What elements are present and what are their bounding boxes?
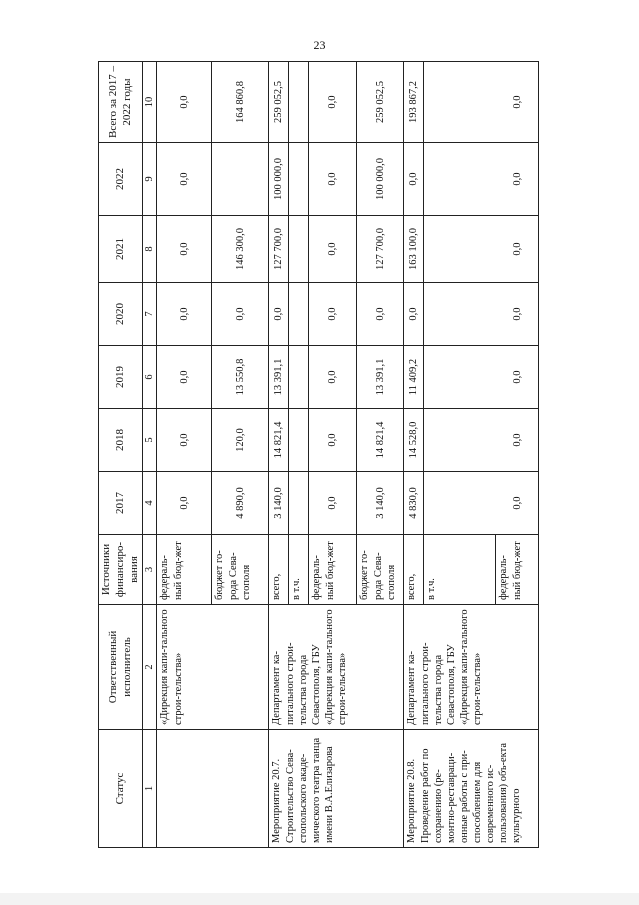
value-cell: 11 409,2 (404, 346, 424, 409)
value-cell: 0,0 (157, 346, 212, 409)
source-cell: всего, (404, 535, 424, 605)
total-cell: 259 052,5 (357, 62, 404, 143)
total-cell: 259 052,5 (269, 62, 289, 143)
status-cell: Мероприятие 20.8. Проведение работ по сохранению (ре-монтно-реставраци-онные работы с при-способлением для современного ис-пользования) объ-екта культурного (404, 730, 539, 848)
header-year: 2017 (99, 472, 143, 535)
column-number: 2 (143, 605, 157, 730)
source-cell: федераль-ный бюд-жет (309, 535, 357, 605)
column-number: 7 (143, 283, 157, 346)
value-cell (289, 346, 309, 409)
column-number: 5 (143, 409, 157, 472)
value-cell: 4 830,0 (404, 472, 424, 535)
executor-cell: Департамент ка-питального строи-тельства города Севастополя, ГБУ «Дирекция капи-тального строи-тельства» (404, 605, 539, 730)
value-cell: 100 000,0 (357, 143, 404, 216)
value-cell (424, 346, 496, 409)
value-cell: 0,0 (309, 143, 357, 216)
value-cell: 0,0 (157, 409, 212, 472)
value-cell: 0,0 (309, 346, 357, 409)
value-cell: 127 700,0 (357, 216, 404, 283)
column-number: 10 (143, 62, 157, 143)
value-cell (424, 283, 496, 346)
value-cell: 0,0 (404, 283, 424, 346)
financing-table (98, 61, 539, 848)
table-row (404, 62, 424, 848)
value-cell: 163 100,0 (404, 216, 424, 283)
value-cell: 127 700,0 (269, 216, 289, 283)
value-cell: 0,0 (157, 216, 212, 283)
page-bottom-edge (0, 893, 639, 905)
value-cell (212, 143, 269, 216)
value-cell: 0,0 (496, 216, 539, 283)
value-cell: 0,0 (157, 283, 212, 346)
column-number: 4 (143, 472, 157, 535)
column-number: 6 (143, 346, 157, 409)
source-cell: бюджет го-рода Сева-стополя (357, 535, 404, 605)
value-cell (424, 472, 496, 535)
header-year: 2021 (99, 216, 143, 283)
value-cell (289, 143, 309, 216)
status-cell: Мероприятие 20.7. Строительство Сева-стопольского акаде-мического театра танца имени В.А.Елизарова (269, 730, 404, 848)
value-cell: 0,0 (404, 143, 424, 216)
source-cell: всего, (269, 535, 289, 605)
total-cell (289, 62, 309, 143)
value-cell: 3 140,0 (357, 472, 404, 535)
value-cell: 3 140,0 (269, 472, 289, 535)
value-cell: 0,0 (157, 472, 212, 535)
value-cell: 100 000,0 (269, 143, 289, 216)
value-cell (289, 472, 309, 535)
value-cell: 0,0 (212, 283, 269, 346)
page-number: 23 (313, 38, 326, 52)
value-cell (289, 283, 309, 346)
header-year: 2020 (99, 283, 143, 346)
financing-table-rotated (98, 62, 524, 848)
value-cell: 120,0 (212, 409, 269, 472)
status-cell (157, 730, 269, 848)
header-year: 2019 (99, 346, 143, 409)
value-cell: 0,0 (496, 283, 539, 346)
value-cell (289, 409, 309, 472)
source-cell: федераль-ный бюд-жет (157, 535, 212, 605)
column-number: 3 (143, 535, 157, 605)
total-cell (424, 62, 496, 143)
value-cell: 0,0 (357, 283, 404, 346)
column-number: 8 (143, 216, 157, 283)
value-cell: 0,0 (157, 143, 212, 216)
header-sources: Источники финансиро-вания (99, 535, 143, 605)
value-cell: 0,0 (269, 283, 289, 346)
value-cell: 0,0 (496, 143, 539, 216)
value-cell: 14 528,0 (404, 409, 424, 472)
value-cell (424, 409, 496, 472)
value-cell: 14 821,4 (269, 409, 289, 472)
column-number-row (143, 62, 157, 848)
table-row (157, 62, 212, 848)
header-year: 2018 (99, 409, 143, 472)
source-cell: бюджет го-рода Сева-стополя (212, 535, 269, 605)
executor-cell: Департамент ка-питального строи-тельства города Севастополя, ГБУ «Дирекция капи-тального строи-тельства» (269, 605, 404, 730)
total-cell: 164 860,8 (212, 62, 269, 143)
value-cell: 13 391,1 (357, 346, 404, 409)
value-cell: 0,0 (309, 472, 357, 535)
value-cell: 0,0 (496, 346, 539, 409)
value-cell: 0,0 (496, 472, 539, 535)
header-status: Статус (99, 730, 143, 848)
total-cell: 0,0 (309, 62, 357, 143)
header-row (99, 62, 143, 848)
column-number: 9 (143, 143, 157, 216)
source-cell: в т.ч. (424, 535, 496, 605)
value-cell: 0,0 (309, 409, 357, 472)
value-cell: 146 300,0 (212, 216, 269, 283)
value-cell: 13 391,1 (269, 346, 289, 409)
header-executor: Ответственный исполнитель (99, 605, 143, 730)
header-year: 2022 (99, 143, 143, 216)
value-cell (289, 216, 309, 283)
executor-cell: «Дирекция капи-тального строи-тельства» (157, 605, 269, 730)
value-cell: 0,0 (496, 409, 539, 472)
table-row (269, 62, 289, 848)
column-number: 1 (143, 730, 157, 848)
header-total: Всего за 2017 – 2022 годы (99, 62, 143, 143)
value-cell (424, 143, 496, 216)
value-cell: 0,0 (309, 283, 357, 346)
value-cell: 13 550,8 (212, 346, 269, 409)
source-cell: федераль-ный бюд-жет (496, 535, 539, 605)
value-cell: 14 821,4 (357, 409, 404, 472)
source-cell: в т.ч. (289, 535, 309, 605)
total-cell: 193 867,2 (404, 62, 424, 143)
total-cell: 0,0 (496, 62, 539, 143)
total-cell: 0,0 (157, 62, 212, 143)
value-cell (424, 216, 496, 283)
value-cell: 0,0 (309, 216, 357, 283)
value-cell: 4 890,0 (212, 472, 269, 535)
